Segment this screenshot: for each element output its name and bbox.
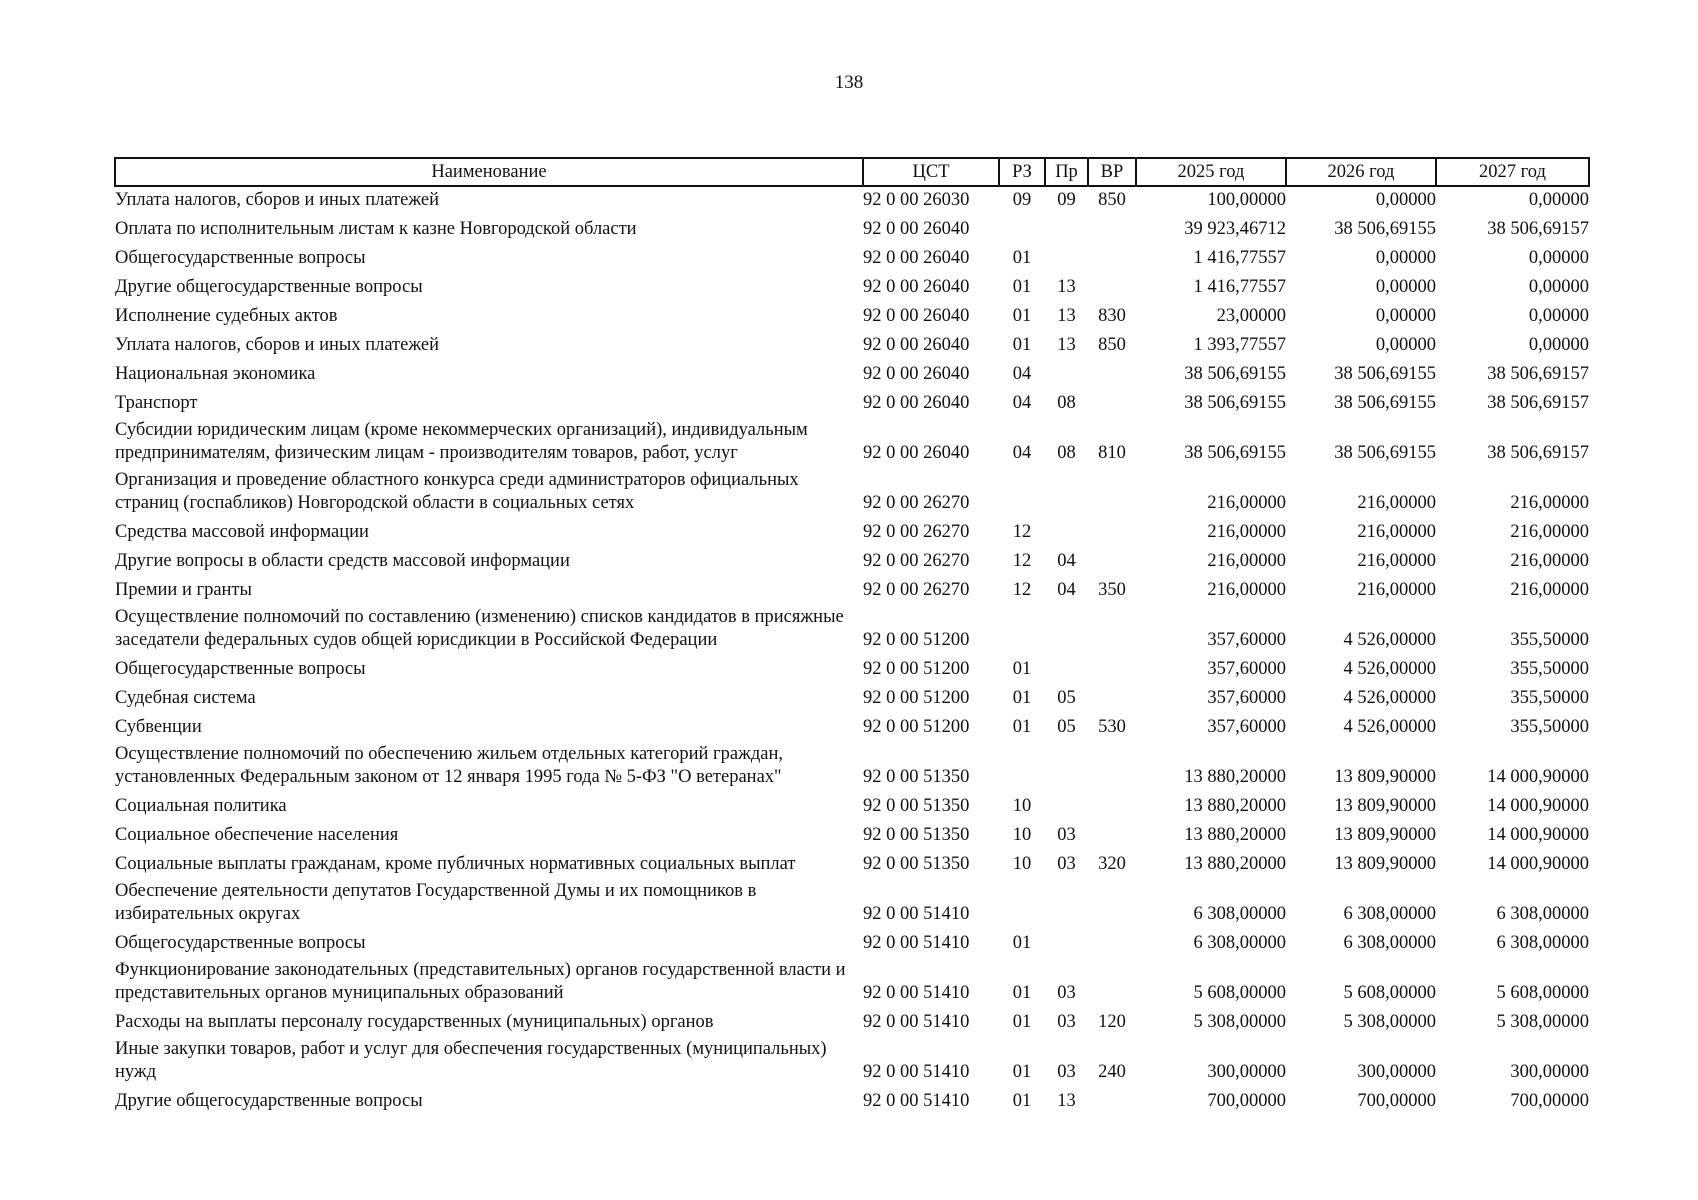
cell-2026: 13 809,90000 <box>1334 767 1436 787</box>
cell-2027: 355,50000 <box>1510 688 1589 708</box>
cell-2025: 216,00000 <box>1207 493 1286 513</box>
cell-cst: 92 0 00 51200 <box>863 717 970 737</box>
cell-vr: 850 <box>1098 190 1126 210</box>
cell-vr <box>1088 469 1136 519</box>
cell-name: Судебная система <box>115 688 256 708</box>
cell-2027: 38 506,69157 <box>1487 443 1589 463</box>
cell-2026: 300,00000 <box>1357 1062 1436 1082</box>
cell-2027: 38 506,69157 <box>1487 364 1589 384</box>
cell-rz: 04 <box>1012 393 1032 413</box>
cell-name: Социальные выплаты гражданам, кроме публичных нормативных социальных выплат <box>115 854 796 874</box>
cell-2027: 300,00000 <box>1510 1062 1589 1082</box>
cell-2026: 38 506,69155 <box>1334 443 1436 463</box>
cell-2026: 13 809,90000 <box>1334 796 1436 816</box>
table-row <box>115 1038 1589 1088</box>
cell-pr <box>1045 469 1088 519</box>
cell-cst: 92 0 00 51350 <box>863 854 970 874</box>
table-row <box>115 216 1589 245</box>
table-row <box>115 361 1589 390</box>
cell-vr <box>1088 361 1136 390</box>
cell-rz: 01 <box>1012 335 1032 355</box>
cell-vr <box>1088 519 1136 548</box>
cell-cst: 92 0 00 51410 <box>863 1091 970 1111</box>
table-row <box>115 577 1589 606</box>
cell-rz: 04 <box>1012 364 1032 384</box>
cell-2026: 4 526,00000 <box>1343 688 1436 708</box>
cell-cst: 92 0 00 26040 <box>863 219 970 239</box>
cell-vr: 350 <box>1098 580 1126 600</box>
cell-vr: 850 <box>1098 335 1126 355</box>
cell-pr: 13 <box>1057 1091 1076 1111</box>
cell-2027: 355,50000 <box>1510 659 1589 679</box>
cell-2025: 23,00000 <box>1216 306 1286 326</box>
cell-2026: 13 809,90000 <box>1334 825 1436 845</box>
cell-cst: 92 0 00 51200 <box>863 659 970 679</box>
table-row <box>115 656 1589 685</box>
cell-rz: 01 <box>1012 248 1032 268</box>
cell-name: Общегосударственные вопросы <box>115 933 366 953</box>
cell-2025: 5 608,00000 <box>1193 983 1286 1003</box>
cell-rz: 10 <box>1012 796 1032 816</box>
cell-rz: 01 <box>1012 1012 1032 1032</box>
cell-name: Субсидии юридическим лицам (кроме некоммерческих организаций), индивидуальным предпринимателям, физическим лицам - производителям товаров, работ, услуг <box>115 420 808 463</box>
cell-rz: 12 <box>1012 551 1032 571</box>
cell-name: Социальное обеспечение населения <box>115 825 399 845</box>
table-row <box>115 930 1589 959</box>
table-row <box>115 469 1589 519</box>
cell-2025: 13 880,20000 <box>1184 854 1286 874</box>
cell-2026: 13 809,90000 <box>1334 854 1436 874</box>
cell-vr: 810 <box>1098 443 1126 463</box>
cell-pr: 09 <box>1057 190 1076 210</box>
cell-name: Другие вопросы в области средств массовой информации <box>115 551 570 571</box>
cell-2025: 357,60000 <box>1207 717 1286 737</box>
table-row <box>115 548 1589 577</box>
cell-name: Общегосударственные вопросы <box>115 248 366 268</box>
table-row <box>115 186 1589 216</box>
cell-2026: 216,00000 <box>1357 551 1436 571</box>
cell-2027: 355,50000 <box>1510 717 1589 737</box>
cell-rz: 01 <box>1012 659 1032 679</box>
cell-2027: 0,00000 <box>1528 306 1589 326</box>
cell-pr: 04 <box>1057 551 1076 571</box>
table-row <box>115 793 1589 822</box>
cell-name: Исполнение судебных актов <box>115 306 338 326</box>
cell-cst: 92 0 00 26040 <box>863 306 970 326</box>
cell-cst: 92 0 00 51410 <box>863 983 970 1003</box>
cell-2025: 300,00000 <box>1207 1062 1286 1082</box>
cell-2025: 13 880,20000 <box>1184 796 1286 816</box>
cell-rz: 01 <box>1012 306 1032 326</box>
header-2027: 2027 год <box>1436 158 1589 186</box>
cell-cst: 92 0 00 51410 <box>863 1062 970 1082</box>
cell-2026: 6 308,00000 <box>1343 904 1436 924</box>
cell-rz: 01 <box>1012 717 1032 737</box>
cell-pr <box>1045 880 1088 930</box>
cell-pr <box>1045 793 1088 822</box>
budget-table <box>114 157 1590 1117</box>
cell-vr <box>1088 793 1136 822</box>
cell-cst: 92 0 00 26040 <box>863 443 970 463</box>
cell-2025: 1 416,77557 <box>1193 277 1286 297</box>
cell-pr <box>1045 216 1088 245</box>
table-row <box>115 1009 1589 1038</box>
cell-2027: 0,00000 <box>1528 248 1589 268</box>
cell-name: Общегосударственные вопросы <box>115 659 366 679</box>
cell-2026: 4 526,00000 <box>1343 717 1436 737</box>
cell-2026: 4 526,00000 <box>1343 630 1436 650</box>
cell-2025: 6 308,00000 <box>1193 904 1286 924</box>
cell-2025: 38 506,69155 <box>1184 443 1286 463</box>
cell-vr: 530 <box>1098 717 1126 737</box>
cell-cst: 92 0 00 51410 <box>863 904 970 924</box>
table-row <box>115 685 1589 714</box>
header-2025: 2025 год <box>1136 158 1286 186</box>
cell-pr <box>1045 245 1088 274</box>
cell-cst: 92 0 00 26270 <box>863 580 970 600</box>
cell-cst: 92 0 00 51350 <box>863 796 970 816</box>
cell-2026: 5 608,00000 <box>1343 983 1436 1003</box>
header-pr: Пр <box>1045 158 1088 186</box>
cell-name: Иные закупки товаров, работ и услуг для обеспечения государственных (муниципальных) нужд <box>115 1039 827 1082</box>
cell-vr <box>1088 1088 1136 1117</box>
cell-vr <box>1088 548 1136 577</box>
cell-rz: 01 <box>1012 688 1032 708</box>
cell-rz <box>999 216 1045 245</box>
table-header <box>115 158 1589 186</box>
cell-rz: 12 <box>1012 580 1032 600</box>
cell-2027: 14 000,90000 <box>1487 825 1589 845</box>
table-row <box>115 606 1589 656</box>
cell-vr <box>1088 274 1136 303</box>
cell-cst: 92 0 00 51350 <box>863 825 970 845</box>
cell-name: Осуществление полномочий по составлению (изменению) списков кандидатов в присяжные заседатели федеральных судов общей юрисдикции в Российской Федерации <box>115 607 844 650</box>
cell-2027: 216,00000 <box>1510 580 1589 600</box>
cell-2025: 13 880,20000 <box>1184 825 1286 845</box>
cell-2025: 357,60000 <box>1207 630 1286 650</box>
cell-cst: 92 0 00 26270 <box>863 522 970 542</box>
cell-2025: 216,00000 <box>1207 551 1286 571</box>
cell-name: Осуществление полномочий по обеспечению жильем отдельных категорий граждан, установленных Федеральным законом от 12 января 1995 года № 5-ФЗ "О ветеранах" <box>115 744 784 787</box>
cell-vr <box>1088 685 1136 714</box>
cell-rz <box>999 469 1045 519</box>
cell-name: Другие общегосударственные вопросы <box>115 277 423 297</box>
cell-cst: 92 0 00 51350 <box>863 767 970 787</box>
cell-pr: 03 <box>1057 1062 1076 1082</box>
cell-vr: 240 <box>1098 1062 1126 1082</box>
cell-rz: 10 <box>1012 854 1032 874</box>
cell-2025: 100,00000 <box>1207 190 1286 210</box>
cell-pr: 03 <box>1057 1012 1076 1032</box>
cell-vr <box>1088 606 1136 656</box>
cell-rz: 01 <box>1012 1062 1032 1082</box>
cell-2026: 700,00000 <box>1357 1091 1436 1111</box>
cell-2027: 216,00000 <box>1510 551 1589 571</box>
cell-cst: 92 0 00 26040 <box>863 335 970 355</box>
cell-pr: 08 <box>1057 443 1076 463</box>
table-row <box>115 245 1589 274</box>
cell-name: Другие общегосударственные вопросы <box>115 1091 423 1111</box>
cell-pr <box>1045 606 1088 656</box>
table-row <box>115 1088 1589 1117</box>
table-row <box>115 303 1589 332</box>
cell-vr <box>1088 743 1136 793</box>
cell-2027: 38 506,69157 <box>1487 219 1589 239</box>
cell-name: Обеспечение деятельности депутатов Государственной Думы и их помощников в избирательных округах <box>115 881 757 924</box>
cell-pr: 13 <box>1057 306 1076 326</box>
cell-2025: 38 506,69155 <box>1184 364 1286 384</box>
cell-name: Функционирование законодательных (представительных) органов государственной власти и представительных органов муниципальных образований <box>115 960 846 1003</box>
cell-name: Уплата налогов, сборов и иных платежей <box>115 190 440 210</box>
cell-2027: 216,00000 <box>1510 522 1589 542</box>
cell-2025: 357,60000 <box>1207 688 1286 708</box>
cell-rz: 10 <box>1012 825 1032 845</box>
cell-2027: 5 608,00000 <box>1496 983 1589 1003</box>
cell-vr <box>1088 656 1136 685</box>
cell-name: Субвенции <box>115 717 202 737</box>
cell-2027: 0,00000 <box>1528 190 1589 210</box>
cell-name: Социальная политика <box>115 796 287 816</box>
cell-vr <box>1088 216 1136 245</box>
cell-vr: 830 <box>1098 306 1126 326</box>
cell-2027: 5 308,00000 <box>1496 1012 1589 1032</box>
cell-2027: 700,00000 <box>1510 1091 1589 1111</box>
cell-cst: 92 0 00 26040 <box>863 248 970 268</box>
cell-rz: 01 <box>1012 983 1032 1003</box>
cell-2027: 0,00000 <box>1528 335 1589 355</box>
cell-name: Транспорт <box>115 393 198 413</box>
table-row <box>115 851 1589 880</box>
cell-vr: 120 <box>1098 1012 1126 1032</box>
cell-2027: 6 308,00000 <box>1496 904 1589 924</box>
cell-pr: 13 <box>1057 277 1076 297</box>
cell-vr <box>1088 880 1136 930</box>
cell-vr <box>1088 930 1136 959</box>
cell-2025: 216,00000 <box>1207 522 1286 542</box>
header-rz: РЗ <box>999 158 1045 186</box>
cell-vr <box>1088 390 1136 419</box>
table-row <box>115 390 1589 419</box>
table-row <box>115 822 1589 851</box>
cell-2026: 0,00000 <box>1375 277 1436 297</box>
cell-pr: 08 <box>1057 393 1076 413</box>
table-row <box>115 419 1589 469</box>
cell-pr <box>1045 743 1088 793</box>
cell-cst: 92 0 00 51410 <box>863 933 970 953</box>
cell-name: Премии и гранты <box>115 580 252 600</box>
cell-2027: 14 000,90000 <box>1487 854 1589 874</box>
cell-2027: 0,00000 <box>1528 277 1589 297</box>
table-row <box>115 274 1589 303</box>
cell-2026: 6 308,00000 <box>1343 933 1436 953</box>
header-2026: 2026 год <box>1286 158 1436 186</box>
cell-2027: 216,00000 <box>1510 493 1589 513</box>
cell-rz: 12 <box>1012 522 1032 542</box>
cell-2025: 6 308,00000 <box>1193 933 1286 953</box>
cell-cst: 92 0 00 51410 <box>863 1012 970 1032</box>
page-number: 138 <box>834 72 864 93</box>
cell-2026: 0,00000 <box>1375 306 1436 326</box>
cell-2025: 38 506,69155 <box>1184 393 1286 413</box>
cell-cst: 92 0 00 26270 <box>863 493 970 513</box>
cell-cst: 92 0 00 26030 <box>863 190 970 210</box>
cell-name: Организация и проведение областного конкурса среди администраторов официальных страниц (госпабликов) Новгородской области в социальных сетях <box>115 470 799 513</box>
cell-2025: 216,00000 <box>1207 580 1286 600</box>
header-name: Наименование <box>115 158 863 186</box>
cell-pr: 05 <box>1057 717 1076 737</box>
cell-2026: 0,00000 <box>1375 190 1436 210</box>
cell-2026: 4 526,00000 <box>1343 659 1436 679</box>
cell-2026: 38 506,69155 <box>1334 393 1436 413</box>
cell-name: Средства массовой информации <box>115 522 369 542</box>
table-row <box>115 959 1589 1009</box>
cell-pr: 03 <box>1057 825 1076 845</box>
cell-rz <box>999 880 1045 930</box>
table-row <box>115 714 1589 743</box>
table-row <box>115 743 1589 793</box>
table-row <box>115 332 1589 361</box>
cell-2025: 1 393,77557 <box>1193 335 1286 355</box>
cell-cst: 92 0 00 51200 <box>863 688 970 708</box>
header-row <box>115 158 1589 186</box>
header-cst: ЦСТ <box>863 158 999 186</box>
cell-2026: 216,00000 <box>1357 522 1436 542</box>
cell-2027: 14 000,90000 <box>1487 796 1589 816</box>
cell-2025: 39 923,46712 <box>1184 219 1286 239</box>
cell-rz: 09 <box>1012 190 1032 210</box>
cell-name: Национальная экономика <box>115 364 316 384</box>
cell-pr: 03 <box>1057 854 1076 874</box>
cell-pr <box>1045 930 1088 959</box>
cell-name: Оплата по исполнительным листам к казне Новгородской области <box>115 219 637 239</box>
cell-vr <box>1088 822 1136 851</box>
cell-rz: 01 <box>1012 933 1032 953</box>
cell-rz <box>999 743 1045 793</box>
cell-pr <box>1045 656 1088 685</box>
cell-pr <box>1045 519 1088 548</box>
cell-rz: 01 <box>1012 1091 1032 1111</box>
cell-pr: 04 <box>1057 580 1076 600</box>
cell-2027: 14 000,90000 <box>1487 767 1589 787</box>
cell-2025: 5 308,00000 <box>1193 1012 1286 1032</box>
table-body <box>115 186 1589 1117</box>
cell-cst: 92 0 00 51200 <box>863 630 970 650</box>
cell-name: Уплата налогов, сборов и иных платежей <box>115 335 440 355</box>
cell-rz: 01 <box>1012 277 1032 297</box>
cell-rz <box>999 606 1045 656</box>
cell-2026: 0,00000 <box>1375 335 1436 355</box>
cell-vr <box>1088 245 1136 274</box>
cell-2026: 5 308,00000 <box>1343 1012 1436 1032</box>
cell-2027: 6 308,00000 <box>1496 933 1589 953</box>
cell-2027: 38 506,69157 <box>1487 393 1589 413</box>
cell-2026: 0,00000 <box>1375 248 1436 268</box>
cell-name: Расходы на выплаты персоналу государственных (муниципальных) органов <box>115 1012 714 1032</box>
table-row <box>115 880 1589 930</box>
cell-2027: 355,50000 <box>1510 630 1589 650</box>
cell-rz: 04 <box>1012 443 1032 463</box>
cell-cst: 92 0 00 26270 <box>863 551 970 571</box>
cell-2025: 700,00000 <box>1207 1091 1286 1111</box>
cell-pr: 13 <box>1057 335 1076 355</box>
cell-2025: 357,60000 <box>1207 659 1286 679</box>
cell-2026: 38 506,69155 <box>1334 219 1436 239</box>
cell-2026: 216,00000 <box>1357 493 1436 513</box>
cell-cst: 92 0 00 26040 <box>863 277 970 297</box>
cell-cst: 92 0 00 26040 <box>863 393 970 413</box>
cell-2026: 216,00000 <box>1357 580 1436 600</box>
cell-cst: 92 0 00 26040 <box>863 364 970 384</box>
cell-pr: 03 <box>1057 983 1076 1003</box>
cell-vr <box>1088 959 1136 1009</box>
cell-pr <box>1045 361 1088 390</box>
cell-pr: 05 <box>1057 688 1076 708</box>
header-vr: ВР <box>1088 158 1136 186</box>
table-row <box>115 519 1589 548</box>
cell-2026: 38 506,69155 <box>1334 364 1436 384</box>
cell-2025: 1 416,77557 <box>1193 248 1286 268</box>
cell-2025: 13 880,20000 <box>1184 767 1286 787</box>
cell-vr: 320 <box>1098 854 1126 874</box>
